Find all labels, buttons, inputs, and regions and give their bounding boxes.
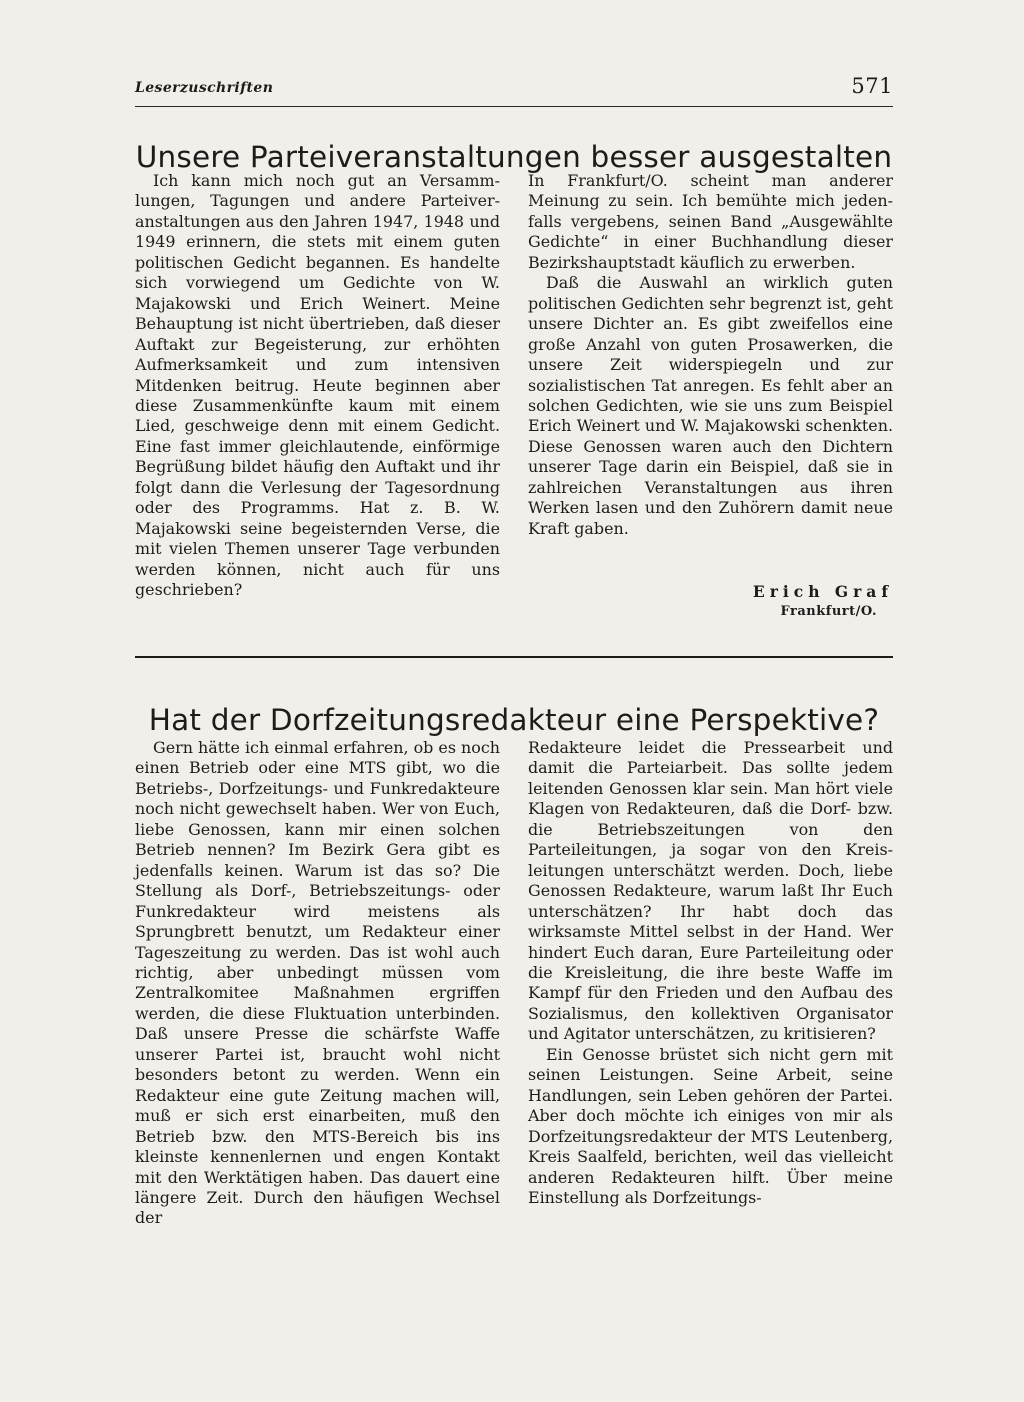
paragraph: Ein Genosse brüstet sich nicht gern mit seinen Leistungen. Seine Arbeit, seine Handlungen, sein Leben gehören der Partei. Aber doch möchte ich einiges von mir als Dorfzeitungsredakteur der MTS Leutenberg, Kreis Saalfeld, berichten, weil das vielleicht anderen Redakteuren hilft. Über meine Einstellung als Dorfzeitungs- [528, 1044, 893, 1207]
author-location: Frankfurt/O. [780, 604, 877, 619]
running-header [135, 74, 893, 107]
paragraph: Redakteure leidet die Pressearbeit und damit die Parteiarbeit. Das sollte jedem leitenden Genossen klar sein. Man hört viele Klagen von Redakteuren, daß die Dorf- bzw. die Betriebszeitungen von den Parteileitungen, ja sogar von den Kreisleitungen unterschätzt werden. Doch, liebe Genossen Redakteure, warum laßt Ihr Euch unterschätzen? Ihr habt doch das wirksamste Mittel selbst in der Hand. Wer hindert Euch daran, Eure Parteileitung oder die Kreisleitung, die ihre beste Waffe im Kampf für den Frieden und den Aufbau des Sozialismus, den kollektiven Organisator und Agitator unterschätzen, zu kritisieren? [528, 738, 893, 1044]
section-divider [135, 656, 893, 658]
article-1-left-column [135, 171, 500, 601]
article-2-left-column [135, 738, 500, 1229]
article-2-title: Hat der Dorfzeitungsredakteur eine Perspektive? [148, 703, 880, 737]
paragraph: Gern hätte ich einmal erfahren, ob es noch einen Betrieb oder eine MTS gibt, wo die Betriebs-, Dorfzeitungs- und Funkredakteure noch nicht gewechselt haben. Wer von Euch, liebe Genossen, kann mir einen solchen Betrieb nennen? Im Bezirk Gera gibt es jedenfalls keinen. Warum ist das so? Die Stellung als Dorf-, Betriebszeitungs- oder Funkredakteur wird meistens als Sprungbrett benutzt, um Redakteur einer Tageszeitung zu werden. Das ist wohl auch richtig, aber unbedingt müssen vom Zentralkomitee Maßnahmen ergriffen werden, die diese Fluktuation unterbinden. Daß unsere Presse die schärfste Waffe unserer Partei ist, braucht wohl nicht besonders betont zu werden. Wenn ein Redakteur eine gute Zeitung machen will, muß er sich erst einarbeiten, muß den Betrieb bzw. den MTS-Bereich bis ins kleinste kennenlernen und engen Kontakt mit den Werktätigen haben. Das dauert eine längere Zeit. Durch den häufigen Wechsel der [135, 738, 500, 1228]
paragraph: Daß die Auswahl an wirklich guten politischen Gedichten sehr begrenzt ist, geht unsere Dichter an. Es gibt zweifellos eine große Anzahl von guten Prosawerken, die unsere Zeit widerspiegeln und zur sozialistischen Tat anregen. Es fehlt aber an solchen Gedichten, wie sie uns zum Beispiel Erich Weinert und W. Majakowski schenkten. Diese Genossen waren auch den Dichtern unserer Tage darin ein Beispiel, daß sie in zahlreichen Veranstaltungen aus ihren Werken lasen und den Zuhörern damit neue Kraft gaben. [528, 273, 893, 538]
paragraph: Ich kann mich noch gut an Versammlungen, Tagungen und andere Parteiveranstaltungen aus den Jahren 1947, 1948 und 1949 erinnern, die stets mit einem guten politischen Gedicht begannen. Es handelte sich vorwiegend um Gedichte von W. Majakowski und Erich Weinert. Meine Behauptung ist nicht übertrieben, daß dieser Auftakt zur Begeisterung, zur erhöhten Aufmerksamkeit und zum intensiven Mitdenken beitrug. Heute beginnen aber diese Zusammenkünfte kaum mit einem Lied, geschweige denn mit einem Gedicht. Eine fast immer gleichlautende, einförmige Begrüßung bildet häufig den Auftakt und ihr folgt dann die Verlesung der Tagesordnung oder des Programms. Hat z. B. W. Majakowski seine begeisternden Verse, die mit vielen Themen unserer Tage verbunden werden können, nicht auch für uns geschrieben? [135, 171, 500, 600]
article-2-right-column [528, 738, 893, 1208]
page-number: 571 [851, 74, 893, 98]
author-name: Erich Graf [752, 582, 893, 601]
article-1-right-column [528, 171, 893, 539]
article-1-title: Unsere Parteiveranstaltungen besser ausgestalten [135, 140, 893, 174]
paragraph: In Frankfurt/O. scheint man anderer Meinung zu sein. Ich bemühte mich jedenfalls vergebens, seinen Band „Ausgewählte Gedichte“ in einer Buchhandlung dieser Bezirkshauptstadt käuflich zu erwerben. [528, 171, 893, 272]
section-label: Leserzuschriften [135, 80, 274, 96]
